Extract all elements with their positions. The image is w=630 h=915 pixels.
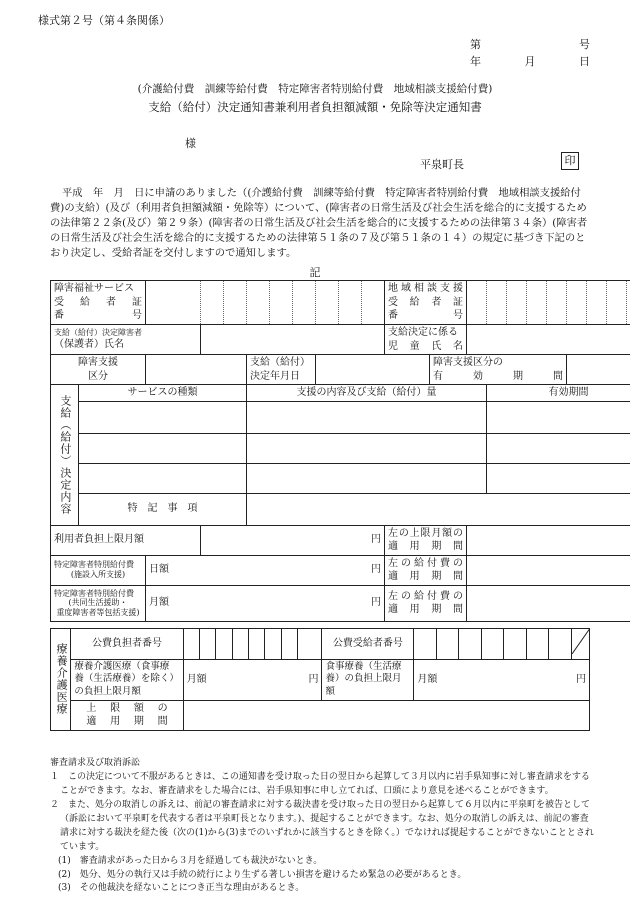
consult-number-label: 地域相談支援 受給者証 番号 bbox=[385, 281, 467, 325]
support-class-value bbox=[146, 355, 247, 385]
special-notes-label: 特 記 事 項 bbox=[79, 493, 247, 525]
special2-period-label: 左の給付費の 適用期間 bbox=[385, 585, 467, 621]
content-row-3 bbox=[247, 463, 487, 493]
dai-label: 第 bbox=[470, 38, 481, 51]
recipient-number-cell-1 bbox=[414, 629, 436, 660]
note-sub-1: (1) 審査請求があった日から３月を経過しても裁決がないとき。 bbox=[58, 855, 323, 866]
payer-number-cell-2 bbox=[200, 629, 216, 660]
support-class-label: 障害支援 区分 bbox=[51, 355, 146, 385]
consult-number-cell-8 bbox=[607, 281, 627, 325]
consult-number-cell-9 bbox=[627, 281, 630, 325]
consult-number-cell-5 bbox=[547, 281, 567, 325]
yen-unit-2: 円 bbox=[371, 564, 381, 576]
class-period-label: 障害支援区分の 有効期間 bbox=[430, 355, 567, 385]
issuer-mayor: 平泉町長 bbox=[420, 158, 464, 171]
recipient-number-label: 公費受給者番号 bbox=[322, 629, 414, 660]
service-row-1 bbox=[79, 401, 247, 433]
special2-period-value bbox=[467, 585, 630, 621]
col-content-header: 支援の内容及び支給（給付）量 bbox=[247, 385, 487, 402]
yen-unit-3: 円 bbox=[371, 597, 381, 609]
note-sub-2: (2) 処分、処分の執行又は手続の続行により生ずる著しい損害を避けるため緊急の必要があるとき。 bbox=[58, 869, 467, 880]
medical-care-table bbox=[50, 628, 590, 731]
col-period-header: 有効期間 bbox=[487, 385, 630, 402]
upper-period-label: 左の上限月額の 適用期間 bbox=[385, 525, 467, 555]
document-number bbox=[470, 38, 590, 53]
payer-number-cell-8 bbox=[297, 629, 321, 660]
class-period-value bbox=[567, 355, 630, 385]
medical-side-label: 療養介護医療 bbox=[51, 629, 71, 731]
period-row-2 bbox=[487, 433, 630, 463]
period-row-1 bbox=[487, 401, 630, 433]
form-number: 様式第２号（第４条関係） bbox=[38, 14, 170, 27]
welfare-number-cell-9 bbox=[362, 281, 385, 325]
welfare-number-cell-5 bbox=[270, 281, 293, 325]
service-row-3 bbox=[79, 463, 247, 493]
payer-number-label: 公費負担者番号 bbox=[71, 629, 183, 660]
decision-table bbox=[50, 280, 630, 622]
payer-number-cell-4 bbox=[232, 629, 248, 660]
slash-mark bbox=[572, 629, 589, 654]
welfare-number-cell-3 bbox=[224, 281, 247, 325]
payer-number-cell-1 bbox=[183, 629, 199, 660]
upper-limit-value bbox=[201, 525, 385, 555]
consult-number-cell-4 bbox=[527, 281, 547, 325]
payer-number-cell-6 bbox=[265, 629, 281, 660]
welfare-number-cell-8 bbox=[339, 281, 362, 325]
content-side-label: 支給（給付）決定内容 bbox=[51, 385, 79, 526]
meal-monthly-label: 月額 bbox=[417, 673, 438, 685]
period-row-3 bbox=[487, 463, 630, 493]
recipient-number-cell-7 bbox=[549, 629, 571, 660]
upper-limit-label: 利用者負担上限月額 bbox=[51, 525, 201, 555]
payer-number-cell-3 bbox=[216, 629, 232, 660]
decided-person-label: 支給（給付）決定障害者 （保護者）氏名 bbox=[51, 325, 201, 355]
decided-person-value bbox=[201, 325, 385, 355]
recipient-number-cell-5 bbox=[504, 629, 526, 660]
welfare-number-cell-2 bbox=[201, 281, 224, 325]
medical-limit-label: 療養介護医療（食事療 養（生活療養）を除く） の負担上限月額 bbox=[71, 659, 183, 700]
daily-amount-label: 日額 bbox=[149, 564, 169, 576]
consult-number-cell-7 bbox=[587, 281, 607, 325]
content-row-2 bbox=[247, 433, 487, 463]
yen-unit-4: 円 bbox=[308, 673, 319, 685]
payer-number-cell-7 bbox=[281, 629, 297, 660]
special1-value bbox=[146, 555, 385, 585]
content-row-1 bbox=[247, 401, 487, 433]
col-service-header: サービスの種類 bbox=[79, 385, 247, 402]
consult-number-cell-2 bbox=[487, 281, 507, 325]
month-label: 月 bbox=[524, 55, 536, 68]
special1-period-value bbox=[467, 555, 630, 585]
note-sub-3: (3) その他裁決を経ないことにつき正当な理由があるとき。 bbox=[58, 883, 305, 894]
go-label: 号 bbox=[579, 38, 590, 51]
limit-period-value bbox=[183, 700, 589, 730]
consult-number-cell-1 bbox=[467, 281, 487, 325]
welfare-number-label: 障害福祉サービス 受給者証 番号 bbox=[51, 281, 146, 325]
special1-label: 特定障害者特別給付費 (施設入所支援) bbox=[51, 555, 146, 585]
yen-unit-1: 円 bbox=[371, 534, 381, 546]
note-2: ２ また、処分の取消しの訴えは、前記の審査請求に対する裁決書を受け取った日の翌日から起算して６月以内に平泉町を被告として（訴訟において平泉町を代表する者は平泉町長となります。)、提起することができます。なお、処分の取消しの訴えは、前記の審査請求に対する裁決を経た後（次の(1)から(3)までのいずれかに該当するときを除く。）でなければ提起することができないこととされています。 bbox=[50, 799, 594, 852]
consult-number-cell-6 bbox=[567, 281, 587, 325]
title-line-2: 支給（給付）決定通知書兼利用者負担額減額・免除等決定通知書 bbox=[148, 100, 482, 114]
year-label: 年 bbox=[470, 55, 481, 68]
monthly-amount-label: 月額 bbox=[149, 597, 169, 609]
body-text: 平成 年 月 日に申請のありました（(介護給付費 訓練等給付費 特定障害者特別給付費 地域相談支援給付費)の支給）(及び（利用者負担額減額・免除等）について、(障害者の日常生活及び社会生活を総合的に支援するための法律第２２条(及び）第２９条）(障害者の日常生活及び社会生活を総合的に支援するための法律第３４条）(障害者の日常生活及び社会生活を総合的に支援するための法律第５１条の７及び第５１条の１４）の規定に基づき下記のとおり決定し、受給者証を交付しますので通知します。 bbox=[50, 187, 588, 259]
recipient-number-cell-4 bbox=[481, 629, 503, 660]
meal-limit-label: 食事療養（生活療 養）の負担上限月額 bbox=[322, 659, 414, 700]
special2-label: 特定障害者特別給付費 (共同生活援助・ 重度障害者等包括支援) bbox=[51, 585, 146, 621]
decision-date-value bbox=[316, 355, 430, 385]
recipient-number-cell-3 bbox=[459, 629, 481, 660]
seal-mark: 印 bbox=[561, 152, 579, 170]
recipient-number-cell-2 bbox=[436, 629, 458, 660]
child-name-label: 支給決定に係る 児童氏名 bbox=[385, 325, 467, 355]
note-1: １ この決定について不服があるときは、この通知書を受け取った日の翌日から起算して３月以内に岩手県知事に対し審査請求をすることができます。なお、審査請求をした場合には、岩手県知事に申し立てれば、口頭により意見を述べることができます。 bbox=[50, 771, 590, 796]
recipient-number-cell-slashed bbox=[571, 629, 589, 660]
payer-number-cell-5 bbox=[249, 629, 265, 660]
consult-number-cell-3 bbox=[507, 281, 527, 325]
yen-unit-5: 円 bbox=[576, 673, 586, 685]
notes-heading: 審査請求及び取消訴訟 bbox=[50, 758, 141, 768]
child-name-value bbox=[467, 325, 630, 355]
welfare-number-cell-4 bbox=[247, 281, 270, 325]
document-date bbox=[470, 55, 590, 70]
limit-period-label: 上限額の 適用期間 bbox=[71, 700, 183, 730]
notes-section bbox=[50, 757, 595, 896]
upper-period-value bbox=[467, 525, 630, 555]
special1-period-label: 左の給付費の 適用期間 bbox=[385, 555, 467, 585]
special-notes-value bbox=[247, 493, 630, 525]
meal-limit-value bbox=[414, 659, 590, 700]
special2-value bbox=[146, 585, 385, 621]
title-line-1: (介護給付費 訓練等給付費 特定障害者特別給付費 地域相談支援給付費) bbox=[137, 83, 493, 95]
day-label: 日 bbox=[579, 55, 590, 68]
service-row-2 bbox=[79, 433, 247, 463]
decision-date-label: 支給（給付） 決定年月日 bbox=[247, 355, 316, 385]
recipient-number-cell-6 bbox=[526, 629, 548, 660]
ki-heading: 記 bbox=[309, 266, 321, 279]
welfare-number-cell-7 bbox=[316, 281, 339, 325]
welfare-number-cell-1 bbox=[146, 281, 201, 325]
addressee-sama: 様 bbox=[185, 137, 196, 150]
welfare-number-cell-6 bbox=[293, 281, 316, 325]
medical-monthly-label: 月額 bbox=[186, 673, 207, 685]
medical-limit-value bbox=[183, 659, 322, 700]
